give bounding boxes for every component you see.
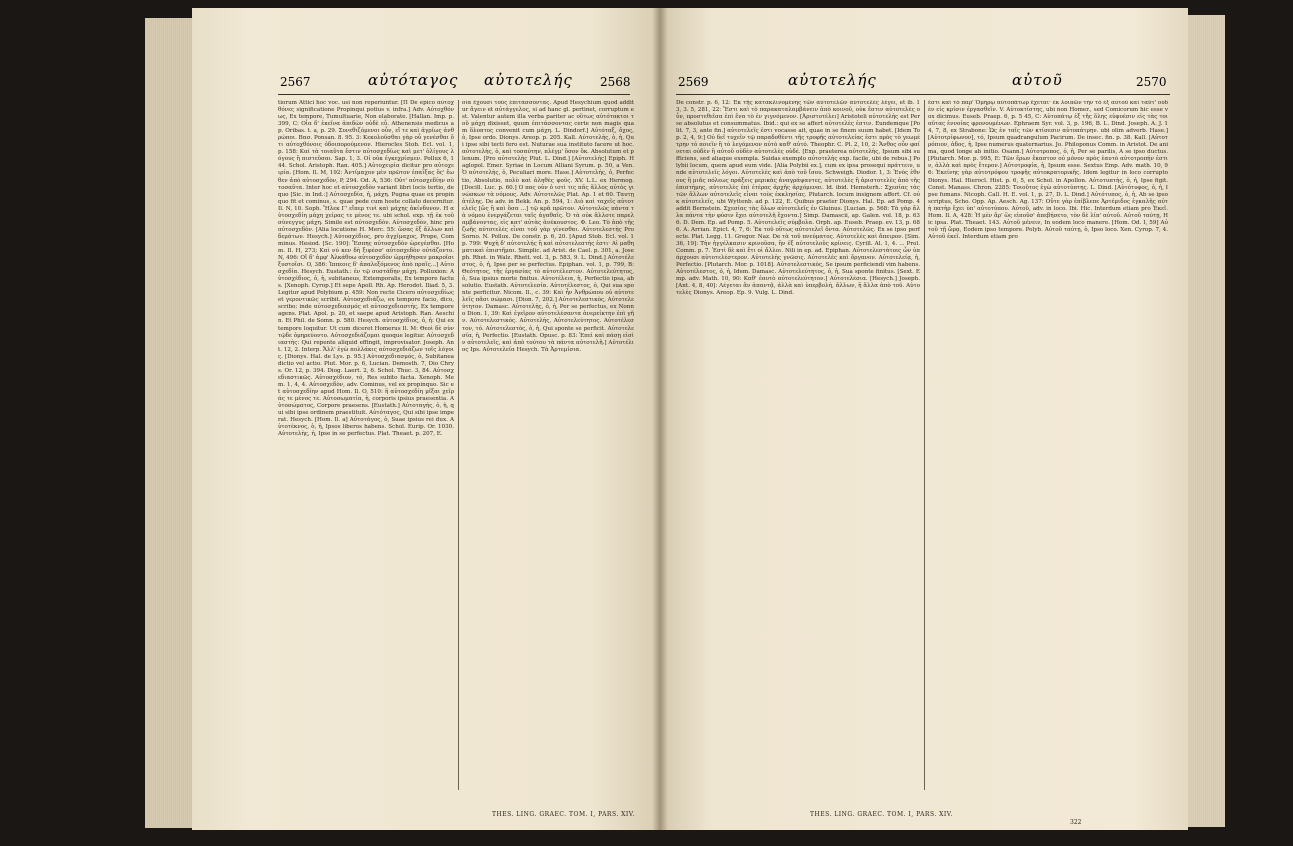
right-column-2: ἔστι καὶ τὸ παρ' Ὁμήρῳ αὐτοπάτωρ ἔχεται· ἐκ λοιπῶν τὴν τὸ ἐξ αὐτοῦ καὶ ταῦτ' οὐδὲν εἰς κρίσιν ἐργασθεῖν. V. Αὐτοκτίστης, ubi non Homer., sed Comicorum hic esse vox dicimus. Euseb. Praep. 6, p. 5 45, C: Αὐτοπάτῳ ἐξ τῆς ὅλης εὐφυέσιν εἰς τὰς τοιαῦτας ἐννοίας φρονουμένων. Ephraem Syr. vol. 3, p. 196, B. L. Dind. Joseph. A. J. 14, 7, 8, ex Strabone: Ὡς ἐν ταῖς τῶν κτίσεσιν αὐτοπάτρην. ubi olim adverb. Hase.] [Αὐτοτρίφωνον], τό, Ipsum quadrangulum Pacirum. De insec. fin. p. 38. Kall. [Αὐτοτρόπιον, ἀδος, ἡ, Ipse numerus quaternarius. Jo. Philoponus Comm. in Aristot. De anima, quod longe ab initio. Osann.] Αὐτοτροπος, ὁ, ἡ, Per se parilis, A se ipso ductus. [Plutarch. Mor. p. 995, E: Τῶν ἔρων ἕκαστον οὐ μόνον πρὸς ἑαυτὸ αὐτοτροπήν ἐστιν, ἀλλὰ καὶ πρὸς ἕτερον.] Αὐτοτροφία, ἡ, Ipsum esse. Sextus Emp. Adv. math. 10, 96: Ἐκείνης γὰρ αὐτοτρόφου τροφῆς αὐτοκρατορικῆς. Idem legitur in loco corrupto Dionys. Hal. Hierocl. Hist. p. 6, 5, ex Schol. in Apollon. Αὐτοτυπτὴς, ὁ, ἡ, Ipse figit. Const. Manass. Chron. 2285: Τοιοῦτος ἐγὼ αὐτοτύπτης. L. Dind. [Αὐτότυφος, ὁ, ἡ, Ipse fumans. Nicoph. Call. H. E. vol. 1, p. 27, D. L. Dind.] Αὐτότυπος, ὁ, ἡ, Ab se ipso scriptus, Scho. Opp. Ap. Aesch. Ag. 137: Οὔτε γὰρ ἐπίβλεπε Ἀρτέμιδος ἐγκαλῆς αὐτὴ πατὴρ ἔχει ὑπ' αὐτοτύπου. Αὐτοῦ, adv. in loco. Ibi. Hic. Interdum etiam pro Ἐκεῖ. Hom. Il. A, 428: Ἡ μὲν ἄρ' ὣς εἰποῦσ' ἀπεβήσετο, τὸν δὲ λίπ' αὐτοῦ. Αὐτοῦ ταύτῃ, Hic ipsa. Plat. Theaet. 143. Αὐτοῦ μένειν, In eodem loco manere. [Hom. Od. Ι, 59] Αὐτοῦ τῇ ὥρᾳ, Eodem ipso tempore. Polyb. Αὐτοῦ ταύτῃ, ὁ, Ipso loco. Xen. Cyrop. 7, 4. Αὐτοῦ ἐκεῖ. Interdum etiam pro (928, 100, 1168, 240)
left-header-rule (278, 94, 630, 95)
right-footer: THES. LING. GRAEC. TOM. I, PARS. XIV. (810, 811, 953, 818)
page-edges-left (145, 18, 193, 828)
right-column-divider (924, 100, 925, 790)
book-gutter (652, 8, 668, 830)
left-col2-label: αὐτοτελής (484, 71, 573, 89)
left-footer: THES. LING. GRAEC. TOM. I, PARS. XIV. (492, 811, 635, 818)
left-col1-number: 2567 (280, 75, 311, 89)
right-col1-label: αὐτοτελής (788, 71, 877, 89)
left-col2-number: 2568 (600, 75, 631, 89)
page-edges-right (1185, 15, 1225, 827)
signature-mark: 322 (1070, 819, 1082, 826)
right-col1-number: 2569 (678, 75, 709, 89)
left-column-2: οἷα ἔχουσι τοὺς ἐπιτάσσοντας. Apud Hesychium quod additur ἄγειν et αὐτάγγελος, si ad hanc gl. pertinet, corruptum est. Valentur autem illa verba pariter ac οὕτως αὐτότακτοι τοῦ μάχη dixisset, quum ἐπιτάσσοντας certe non magis quam ὅλοπτος convenit cum μάχη. L. Dindorf.] Αὐτόταξ, ὄχος, ὁ, Ipse ordo. Dionys. Areop. p. 205. Kall. Αὐτοτελής, ὁ, ἡ, Qui ipse sibi tecti fero est. Nuturae sua instituto facere ut hoc. αὐτοτελὴς, ὁ, καὶ τοσαύτην, πλέγμ' ὅσον ὅκ. Absolutum et plenum. [Pro αὐτοτελὴς Plut. L. Dind.] [Αὐτοτελής] Epiph. Haglopol. Emer. Syriae in Locum Alliani Syrum. p. 50, a Ven. Ὁ αὐτοτελὴς, ὁ, Peculiari more. Hase.] Αὐτοτελής, ὁ, Perfectio, Absolutio, πολὺ καὶ ἀληθὲς φοῦς. XV. L.L. ex Hermog. [Docill. Luc. p. 60.] Ο πας οὐν ὁ ιοτὶ τις πᾶς ἄλλος αὐτὸς γινώσκων τὰ νόμους. Adv. Αὐτοτελῶς Plat. Ap. 1 et 60. Ταυτῃ ἀτέλης. De adv. in Bekk. An. p. 594, 1: Διὸ καὶ ταχεῖς αὐτοτελεῖς [ὥς ἢ καὶ ὅσα ...] τῷ κρᾶ πρῶτον. Αὐτοτελῶς πάντα τὰ νόμου ἐνεργάζεται ταῖς ἀγαθαῖς. Ὁ τὰ οὐκ ἄλλοτε παρελαμβάνοντας, εἰς κατ' αὐτὰς ἀνέκουστος. Φ. Leo. Τὸ ἀπὸ τῆς ζωῆς αὐτοτελὲς εἶναι τοῦ γὰρ γίνεσθαι. Αὐτοτελεστὴς Pro Sorno. N. Pollux. De constr. p. 6, 20. [Apud Stob. Ecl. vol. 1 p. 799: Ψυχὴ δ' αὐτοτελής ἢ καὶ αὐτοτελεστὴς ἐστι· Αἱ μαθηματικαὶ ἐπιστῆμαι. Simplic. ad Arist. de Cael. p. 301, a. Joseph. Rhet. in Walz. Rhett. vol. 3, p. 583, 9. L. Dind.] Αὐτοτέλεστος, ὁ, ἡ, Ipse per se perfectus. Epiphan. vol. 1, p. 799, B: Θεότητος, τῆς ἐργασίας τὸ αὐτοτέλεστον. Αὐτοτελεύτητος, ὁ, Sua ipsius morte finitus. Αὐτοτέλεια, ἡ, Perfectio ipsa, absolutio. Eustath. Αὐτοτελεσία. Αὐτοτέλεστος, ὁ, Qui sua sponte perficitur. Nicom. Il., c. 39: Καὶ ἦν Ἀνθρώπου οὐ αὐτοτελεῖς πᾶσι σώμασι. [Dion. 7, 202.] Αὐτοτελεστικὸς, Αὐτοτελεύτητον. Damasc. Αὐτοτελὴς, ὁ, ἡ, Per se perfectus, ex Nonno Dion. 1, 39: Καὶ ἐγεῖρον αὐτοτελέσαντα ἀνερείκτην ἐπὶ γῆν. Αὐτοτελεστικός. Αὐτοτελὴς, Αὐτοτελεύτητος. Αὐτοτέλεστον, τό. Αὐτοτελεστὸς, ὁ, ἡ, Qui sponte se perficit. Αὐτοτελεσία, ἡ, Perfectio. [Eustath. Opusc. p. 83: Ἐπεὶ καὶ πάσῃ εἰσὶν αὐτοτελεῖς, καὶ ἀπὸ τούτου τὰ πάντα αὐτοτελῆ.] Αὐτοτέλιος Ips. Αὐτοτελεία Hesych. Tὰ Ἀρτεμίσια. (462, 100, 634, 353)
right-col2-number: 2570 (1136, 75, 1167, 89)
right-column-1: De constr. p. 6, 12: Ἐκ τῆς κατακλινομένης τῶν αὐτοτελῶν αὐτοτελὲς λέγει, et ib. 13, 3. 5, 281, 22: Ἔστι καὶ τὸ παρακαταλαμβάνειν ἀπὸ κοινοῦ, οὐκ ἔστιν αὐτοτελὲς οὖν, προστεθεῖσα ἐπὶ ἕνα τὸ ἐν γιγνόμενον. [Ἀριστοτέλει] Aristoteli αὐτοτελὴς est Per se absolutus et consummatus. Ibid.: qui ex se affert αὐτοτελὲς ἐστιν. Eundemque [Polit. 7, 3, ante fin.] αὐτοτελεῖς ἐστι vocasse ait, quae in se finem suum habet. [Idem Top. 2, 4, 9:] Οὐ δεῖ τυχεῖν τῷ παραδοθέντι τῆς τροφῆς αὐτοτελείας ἐστι πρὸς τὸ γεωμέτρην τὸ ποιεῖν ἢ τὸ λεγόμενον αὐτὸ καθ' αὑτό. Theophr. C. Pl. 2, 10, 2: Ἄνθος οὖν φαίνεται οὐδὲν ἢ αὐτοῦ οὐδὲν αὐτοτελὲς οὐδέ. [Exp. praeterea αὐτοτελὴς, Ipsum sibi sufficiens, sed aliaque exempla. Suidas exemplo αὐτοτελὴς exp. facile, ubi de rebus.] Polybii locum, quem apud eum vide. [Alia Polybii ex.], cum ex ipsa prosequi πράττειν, unde αὐτοτελεῖς λόγοι. Αὐτοτελὲς καὶ ἀπὸ τοῦ ἴσου. Schweigh. Diodor. 1, 3: Ἐνὸς ἐθνους ἢ μιᾶς πόλεως πράξεις μερικὰς ἀναγράψαντες, αὐτοτελὲς ἢ ἀριστοτελὲς ἀπὸ τῆς ἐπιστήμης, αὐτοτελὲς ἐπὶ ἑτέρας ἀρχῆς ἀρχόμεναι. Id. ibid. Hemsterh.: Σχεσίας τὰς τῶν ἄλλων αὐτοτελεῖς εἶναι τοὺς ἐκκλησίας. Plutarch. locum insignem affert. Cf. οὐκ αὐτοτελεῖς, ubi Wyttenb. ad p. 122, E. Quibus praeter Dionys. Hal. Ep. ad Pomp. 4 addit Bernstein. Σχεσίας τὰς ὅλων αὐτοτελεῖς ἐν Gluinus. [Lucian. p. 568: Τὰ γὰρ ἄλλα πάντα τὴν φύσιν ἔχει αὐτοτελῆ ἔχοντα.] Simp. Damascii, ap. Galen. vol. 18, p. 636. D. Dem. Ep. ad Pomp. 5. Αὐτοτελεῖς σύμβολα. Orph. ap. Euseb. Praep. ev. 13, p. 686. A. Arrian. Epict. 4, 7, 6: Ἐκ τοῦ οὕτως αὐτοτελεῖ ὄντα. Αὐτοτελῶς. Ex se ipso perfecte. Plat. Legg. 11. Gregor. Naz. De τὰ τοῦ πνεύματος. Αὐτοτελὲς καὶ ἄπειρον. [Sim. 36, 19]: Τὴν ἠγγέλκασιν κρινοῦσα, ἢν ἐξ αὐτοτελοῦς κρίνεις. Cyrill. Al. 1, 4. ... Prol. Comm. p. 7. Ἐστὶ δὲ καὶ ἔτι οἱ ἄλλοι. Nili in ep. ad. Epiphan. Αὐτοτελεστάτοις ὧν ὑπάρχουσι αὐτοτελέστερον. Αὐτοτελὴς γνῶσις. Αὐτοτελὲς καὶ ὄργανον. Αὐτοτελείᾳ, ἡ, Perfectio. [Plutarch. Mor. p. 1018]. Αὐτοτελεστικὸς, Se ipsum perficiendi vim habens. Αὐτοτέλεστος, ὁ, ἡ, Idem. Damasc. Αὐτοτελεύτητος, ὁ, ἡ, Sua sponte finitus. [Sext. Emp. adv. Math. 10, 90: Καθ' ἐαυτὸ αὐτοτελεύτητον.] Αὐτοτελέσια. [Hesych.] Joseph. [Ant. 4, 8, 40]: Λέγεται ἂν ἀπαντᾷ, ἀλλὰ καὶ ὑπερβολὴ, ἄλλων, ἢ ἄλλα ἀπὸ τοῦ. Αὐτοτελὲς Dionys. Areop. Ep. 9. Vulg. L. Dind. (676, 100, 920, 297)
left-column-1: tiorum Attici hoc voc. usi non reperiuntur. [Π De epico αὐτοχθόνες significatione Propinqui potius v. infra.] Adv. Αὐτοχθόνως, Ex tempore, Tumultuarie, Non elaborate. [Hallan. Imp. p. 399, C: Οἷα δ' ἐκεῖνα ἀπιδὼν οὐδὲ εὖ. Athenensis medicus ap. Oribas. t. a, p. 29. Συνεθιζόμενοι οὖν, εἴ τε καὶ ἀγρίως ἀνθρώποι. Βασ. Ponsan. 8. 95. 3: Κεκολοῦσθαι γὰρ οὖ γενέσθαι ὄτι αὐτοχθόνοις ὁδοιπορούμενον. Hierocles Stob. Ecl. vol. 1, p. 158: Καὶ τὰ τοιαῦτα ἔστιν αὐτοσχεδίως καὶ μετ' ὀλίγους λόγους ἢ πιστεῦσαι. Sap. 1, 3. Οἱ οὐκ ἐγκεχρίσμεν. Pollux 6, 144. Schol. Aristoph. Ran. 405.] Αὐτοχειρία dicitur pro αὐτοχειρία. [Hom. Il. M, 192: Ἀντίμαχον μὲν πρῶτον ἐπαΐξας ὅς' ἔωθεν ἀπὸ αὐτοσχεδὸν, P, 294. Od. A, 536: Οὐτ' αὐτοσχεδίην σὺ τοσαῦτα. Inter hoc et αὐτοσχεδὸν variant libri locis tertio, de quo [Sic. in Ind.:] Αὐτοσχεδία, ἡ, μάχη. Pugna quae ex propinquo fit et cominus, s. quae pede cum hoste collato decernitur. Il. N, 10. Soph. Ἤλεκ Γ' εἴπερ τινὶ καὶ μάχης ἀκίνδυνον. Η αὐτοσχεδίη μάχη χείρας τε μένος τε. ubi schol. exp. τῇ ἐκ τοῦ σύνεγγυς μάχη. Simile est αὐτοσχεδὸν. Αὐτοσχεδὸν, hinc pro αὐτοσχεδὸν. [Alia locutione H. Merc. 55: ὥσας ἐξ ἄλλων καὶ δεμάτων. Hesych.] Αὐτοσχέδιος, pro ἀγχίμαχος, Prope, Comminus. Hesiod. [Sc. 190]: Ἔσπης αὐτοσχεδὸν ὡρεγέσθαι. [Hom. Il. H, 273; Καὶ νύ κεν δὴ ξιφέσσ' αὐτοσχεδὸν οὐτάζοντο. N, 496: Οἳ δ' ἀμφ' Ἀλκάθοω αὐτοσχεδὸν ὠρμήθησαν μακροῖσι ξυστοῖσι. O, 386: Ἰππεοις δ' ἀπαλεξόμενος ἀπὸ πραῖς...] Αὐτοσχεδία. Hesych. Eustath.: ἐν τῷ συστάδην μάχη. Polluxion: Αὐτοσχέδιος, ὁ, ἡ, subitaneus, Extemporalis, Ex tempore factus. [Xenoph. Cyrop.] Et sepe Apoll. Rh. Ap. Herodot. Iliad. 5, 3. Legitur apud Polybium p. 459: Non recte Cicero αὐτοσχεδίως et γεροντικῶς scribit. Αὐτοσχεδιάζω, ex tempore facio, dico, scribo; inde αὐτοσχεδιασμός et αὐτοσχεδιαστής, Ex tempore agens. Plat. Apol. p. 20, et saepe apud Aristoph. Ran. Aeschin. Et Phil. de Somn. p. 580. Hesych. αὐτοσχέδιος, ὁ, ἡ: Qui ex tempore loquitur. Ut cum diceret Homerus Il. M: Θεοὶ δὲ σὺν τῷδε ὁμηρεύοντο. Αὐτοσχεδιάζομαι quoque legitur. Αὐτοσχεδιαστὴς: Qui repente aliquid effingit, improvisator. Joseph. Ant. 12, 2. Interp. Ἄλλ' ἐγὼ πολλάκις αὐτοσχεδιάζων τοῖς λόγοις. [Dionys. Hal. de Lys. p. 95.] Αὐτοσχεδιασμός, ὁ, Subitanea dictio vel actio. Plut. Mor. p. 6, Lucian. Demosth. 7, Dio Chrys. Or. 12, p. 394. Diog. Laert. 2, 6. Schol. Thuc. 3, 84. Αὐτοσχεδιαστικῶς. Αὐτοσχέδιον, τό, Res subito facta. Xenoph. Mem. 1, 4, 4. Αὐτοσχεδὸν, adv. Cominus, vel ex propinquo. Sic et αὐτοσχεδίην apud Hom. Il. O, 510: ἢ αὐτοσχεδίη μῖξαι χεῖράς τε μένος τε. Αὐτοσωματία, ἡ, corporis ipsius praesentia. Αὐτοσώματος, Corpore praesens. [Eustath.] Αὐτοταγής, ὁ, ἡ, qui sibi ipse ordinem praestituit. Αὐτόταγος, Qui sibi ipse imperat. Hesych. [Hom. Il. a] Αὐτοτάγος, ὁ, Suae ipsius rei dux. Αὐτοτέκνος, ὁ, ἡ, Ipsos liberos habens. Schol. Eurip. Or. 1030. Αὐτοτελὴς, ἡ, Ipse in se perfectus. Plat. Theaet. p. 207, E. (278, 100, 454, 438)
left-headword: αὐτόταγος (368, 71, 459, 89)
left-column-divider (458, 100, 459, 790)
right-header-rule (676, 94, 1170, 95)
right-headword: αὐτοῦ (1012, 71, 1063, 89)
left-page (192, 8, 660, 830)
right-page (660, 8, 1188, 830)
